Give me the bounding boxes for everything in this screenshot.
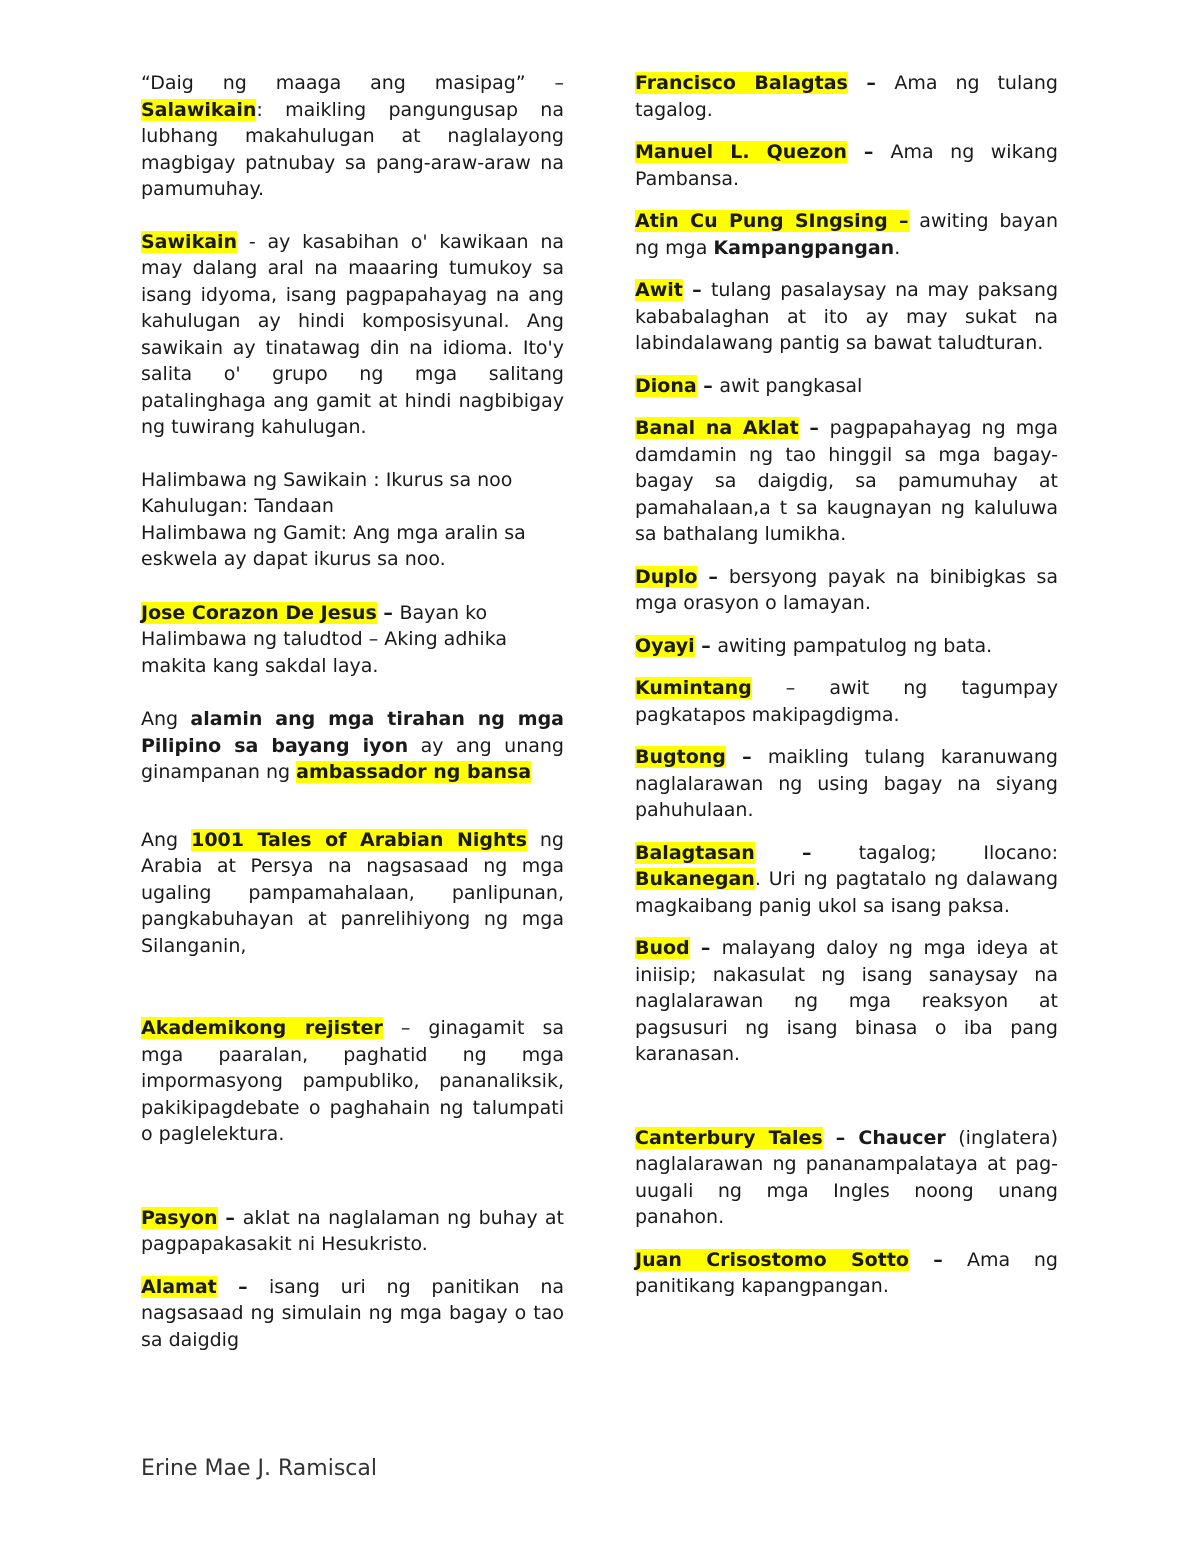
- bold-text: –: [217, 1206, 243, 1229]
- highlighted-term: Manuel L. Quezon: [635, 141, 847, 163]
- highlighted-term: Buod: [635, 937, 690, 959]
- body-text: maikling tulang karanuwang naglalarawan ng using bagay na siyang pahuhulaan.: [635, 746, 1058, 821]
- entry-balagtasan: [635, 840, 1058, 920]
- highlighted-term: Bukanegan: [635, 868, 755, 890]
- body-text: - ay kasabihan o' kawikaan na may dalang aral na maaaring tumukoy sa isang idyoma, isang pagpapahayag na ang kahulugan ay hindi komposisyunal. Ang sawikain ay tinatawag din na idioma. Ito'y salita o' grupo ng mga salitang patalinghaga ang gamit at hindi nagbibigay ng tuwirang kahulugan.: [141, 230, 564, 438]
- entry-banal-na-aklat: [635, 415, 1058, 548]
- bold-text: –: [682, 279, 711, 301]
- body-text: ng Arabia at Persya na nagsasaad ng mga ugaling pampamahalaan, panlipunan, pangkabuhayan at panrelihiyong ng mga Silanganin,: [141, 828, 564, 957]
- body-text: “Daig ng maaga ang masipag” –: [141, 72, 564, 94]
- highlighted-term: Canterbury Tales: [635, 1126, 823, 1149]
- bold-text: –: [725, 746, 768, 768]
- entry-arabian-nights: [141, 827, 564, 960]
- bold-text: Kampangpangan: [713, 236, 895, 259]
- entry-sawikain-example: [141, 467, 564, 494]
- body-text: Bayan ko: [399, 601, 488, 624]
- bold-text: –: [754, 841, 859, 864]
- body-text: Halimbawa ng Sawikain : Ikurus sa noo: [141, 468, 513, 491]
- body-text: awiting pampatulog ng bata.: [717, 634, 993, 657]
- entry-buod: [635, 935, 1058, 1068]
- bold-text: –: [697, 565, 729, 588]
- body-text: tulang pasalaysay na may paksang kababalaghan at ito ay may sukat na labindalawang pantig sa bawat taludturan.: [635, 279, 1059, 354]
- bold-text: –: [689, 937, 722, 959]
- bold-text: –: [846, 141, 891, 163]
- body-text: aklat na naglalaman ng buhay at pagpapakasakit ni Hesukristo.: [141, 1206, 564, 1255]
- highlighted-term: Akademikong rejister: [141, 1017, 383, 1039]
- body-text: Halimbawa ng Gamit: Ang mga aralin sa eskwela ay dapat ikurus sa noo.: [141, 521, 526, 570]
- highlighted-term: Jose Corazon De Jesus: [141, 601, 377, 624]
- highlighted-term: Francisco Balagtas: [635, 72, 848, 94]
- body-text: Ang: [141, 828, 192, 851]
- highlighted-term: Atin Cu Pung SIngsing –: [635, 210, 909, 232]
- entry-alamat: [141, 1274, 564, 1354]
- entry-jose-corazon: [141, 600, 564, 627]
- body-text: Ama ng tulang tagalog.: [635, 72, 1058, 121]
- body-text: awit pangkasal: [719, 374, 863, 397]
- right-column: [635, 70, 1058, 1300]
- body-text: bersyong payak na binibigkas sa mga orasyon o lamayan.: [635, 565, 1058, 614]
- body-text: isang uri ng panitikan na nagsasaad ng simulain ng mga bagay o tao sa daigdig: [141, 1275, 564, 1351]
- entry-duplo: [635, 564, 1058, 617]
- entry-francisco-balagtas: [635, 70, 1058, 123]
- entry-sawikain: [141, 229, 564, 441]
- body-text: Ama ng panitikang kapangpangan.: [635, 1248, 1058, 1297]
- body-text: malayang daloy ng mga ideya at iniisip; nakasulat ng isang sanaysay na naglalarawan ng mga reaksyon at pagsusuri ng isang binasa o iba pang karanasan.: [635, 937, 1058, 1065]
- highlighted-term: Duplo: [635, 565, 698, 588]
- entry-salawikain: [141, 70, 564, 203]
- entry-taludtod-example: [141, 626, 564, 679]
- author-name: Erine Mae J. Ramiscal: [141, 1456, 377, 1481]
- entry-oyayi: [635, 633, 1058, 660]
- bold-text: –: [376, 601, 400, 624]
- bold-text: –: [908, 1248, 968, 1271]
- highlighted-term: Pasyon: [141, 1206, 218, 1229]
- highlighted-term: Alamat: [141, 1275, 217, 1298]
- body-text: .: [894, 236, 901, 259]
- highlighted-term: Sawikain: [141, 230, 238, 253]
- highlighted-term: Banal na Aklat: [635, 417, 799, 439]
- entry-ambassador: [141, 706, 564, 786]
- body-text: . Uri ng pagtatalo ng dalawang magkaibang panig ukol sa isang paksa.: [635, 868, 1058, 917]
- entry-awit: [635, 277, 1058, 357]
- highlighted-term: Bugtong: [635, 746, 726, 768]
- bold-text: –: [798, 417, 830, 439]
- highlighted-term: Diona: [635, 374, 697, 397]
- body-text: pagpapahayag ng mga damdamin ng tao hinggil sa mga bagay-bagay sa daigdig, sa pamumuhay at pamahalaan,a t sa kaugnayan ng kaluluwa sa bathalang lumikha.: [635, 417, 1058, 545]
- entry-pasyon: [141, 1205, 564, 1258]
- highlighted-term: 1001 Tales of Arabian Nights: [191, 828, 527, 851]
- entry-sawikain-meaning: [141, 493, 564, 520]
- highlighted-term: Kumintang: [635, 677, 752, 699]
- bold-text: –: [694, 634, 718, 657]
- body-text: – ginagamit sa mga paaralan, paghatid ng mga impormasyong pampubliko, pananaliksik, pakikipagdebate o paghahain ng talumpati o paglelektura.: [141, 1017, 564, 1145]
- entry-canterbury-tales: [635, 1125, 1058, 1231]
- highlighted-term: Salawikain: [141, 98, 257, 121]
- body-text: – awit ng tagumpay pagkatapos makipagdigma.: [635, 677, 1058, 726]
- entry-kumintang: [635, 675, 1058, 728]
- entry-atin-cu-pung-singsing: [635, 208, 1058, 261]
- body-text: Halimbawa ng taludtod – Aking adhika makita kang sakdal laya.: [141, 628, 508, 677]
- bold-text: –: [216, 1275, 269, 1298]
- entry-akademikong-rejister: [141, 1015, 564, 1148]
- bold-text: –: [696, 374, 720, 397]
- highlighted-term: Oyayi: [635, 634, 695, 657]
- body-text: : maikling pangungusap na lubhang makahulugan at naglalayong magbigay patnubay sa pang-araw-araw na pamumuhay.: [141, 98, 564, 200]
- body-text: Kahulugan: Tandaan: [141, 495, 334, 517]
- body-text: tagalog; Ilocano:: [858, 841, 1059, 864]
- left-column: [141, 70, 564, 1353]
- entry-bugtong: [635, 744, 1058, 824]
- body-text: Ang: [141, 708, 191, 730]
- highlighted-term: Balagtasan: [635, 841, 755, 864]
- highlighted-term: Juan Crisostomo Sotto: [635, 1248, 909, 1271]
- entry-diona: [635, 373, 1058, 400]
- entry-manuel-quezon: [635, 139, 1058, 192]
- bold-text: alamin ang mga tirahan ng mga Pilipino sa bayang iyon: [141, 708, 565, 757]
- body-text: (inglatera) naglalarawan ng pananampalataya at pag-uugali ng mga Ingles noong unang panahon.: [635, 1126, 1058, 1228]
- body-text: ay ang unang ginampanan ng: [141, 734, 564, 783]
- highlighted-term: ambassador ng bansa: [296, 761, 532, 783]
- body-text: awiting bayan ng mga: [635, 210, 1058, 259]
- body-text: Ama ng wikang Pambansa.: [635, 141, 1058, 190]
- bold-text: –: [847, 72, 895, 94]
- bold-text: – Chaucer: [822, 1126, 946, 1149]
- highlighted-term: Awit: [635, 279, 683, 301]
- entry-sawikain-usage: [141, 520, 564, 573]
- entry-juan-crisostomo-sotto: [635, 1247, 1058, 1300]
